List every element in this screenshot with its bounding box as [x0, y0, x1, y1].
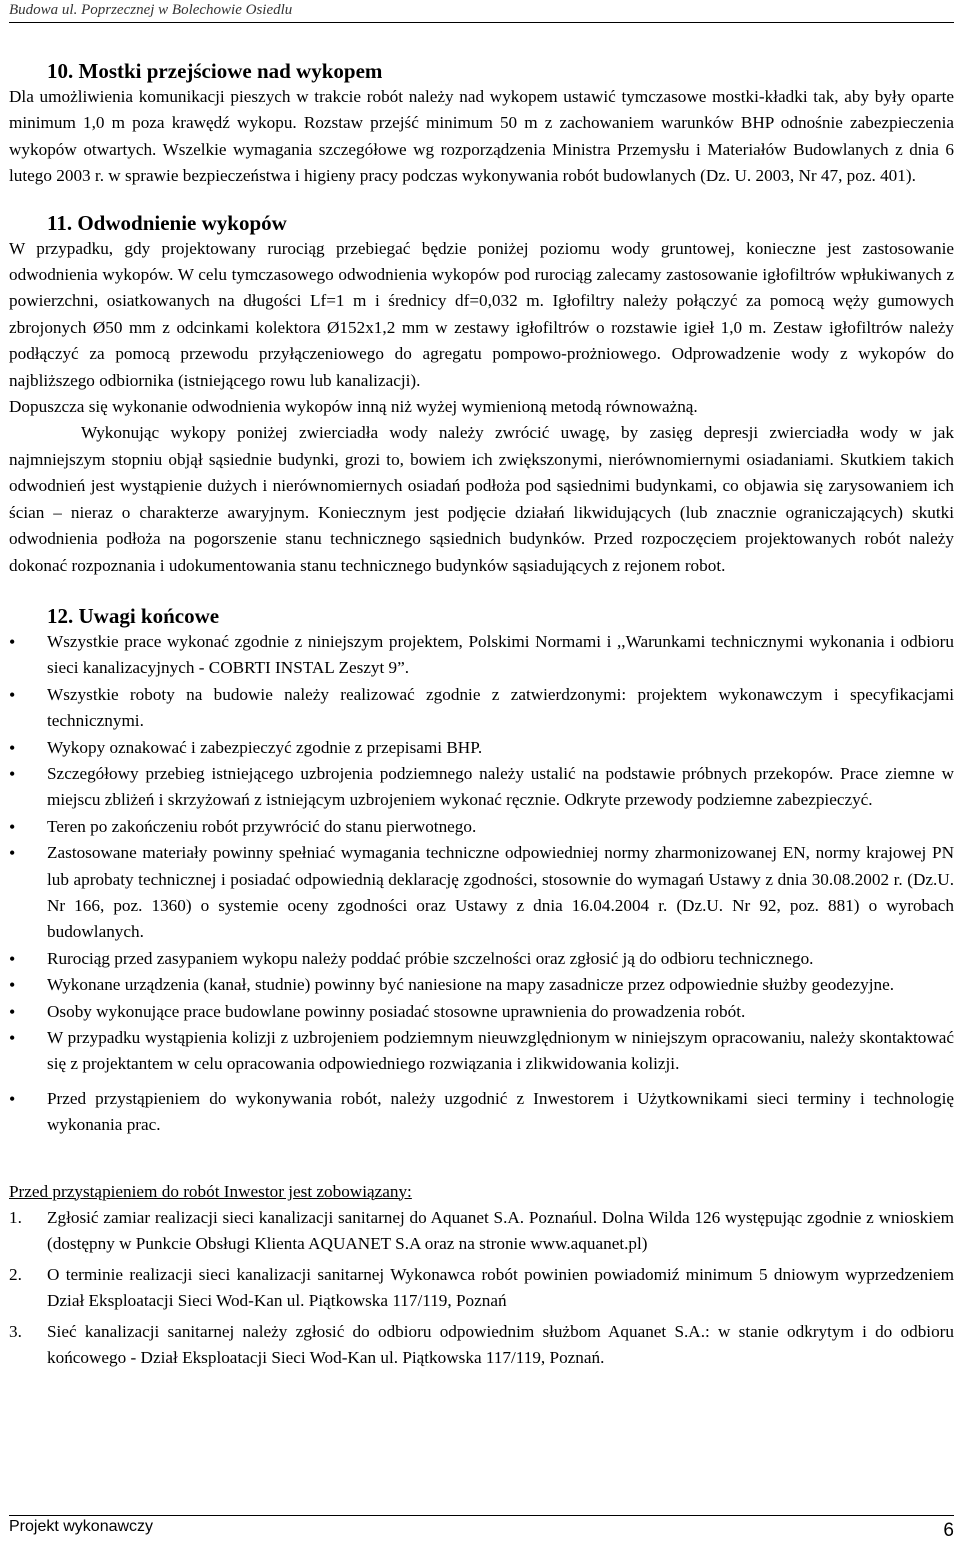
section-11-paragraph-2: Dopuszcza się wykonanie odwodnienia wykopów inną niż wyżej wymienioną metodą równoważną.	[9, 397, 698, 417]
list-item	[9, 1319, 954, 1372]
page-number: 6	[943, 1520, 954, 1541]
list-item: • Wszystkie roboty na budowie należy realizować zgodnie z zatwierdzonymi: projektem wykonawczym i specyfikacjami technicznymi.	[9, 682, 954, 735]
item-text: Sieć kanalizacji sanitarnej należy zgłosić do odbioru odpowiednim służbom Aquanet S.A.: w stanie odkrytym i do odbioru końcowego - Dział Eksploatacji Sieci Wod-Kan ul. Piątkowska 117/119, Poznań.	[47, 1321, 954, 1368]
list-item: • Wykonane urządzenia (kanał, studnie) powinny być naniesione na mapy zasadnicze przez odpowiednie służby geodezyjne.	[9, 972, 954, 998]
section-11-paragraph-1: W przypadku, gdy projektowany rurociąg przebiegać będzie poniżej poziomu wody gruntowej, konieczne jest zastosowanie odwodnienia wykopów. W celu tymczasowego odwodnienia wykopów pod rurociąg zalecamy zastosowanie igłofiltrów wpłukiwanych z powierzchni, osiatkowanych na długości Lf=1 m i średnicy df=0,032 m. Igłofiltry należy połączyć za pomocą węży gumowych zbrojonych Ø50 mm z odcinkami kolektora Ø152x1,2 mm w zestawy igłofiltrów o rozstawie igieł 1,0 m. Zestaw igłofiltrów należy podłączyć za pomocą przewodu przyłączeniowego do agregatu pompowo-prożniowego. Odprowadzenie wody z wykopów do najbliższego odbiornika (istniejącego rowu lub kanalizacji).	[9, 238, 954, 390]
list-item	[9, 1205, 954, 1258]
section-10-text: Dla umożliwienia komunikacji pieszych w trakcie robót należy nad wykopem ustawić tymczasowe mostki-kładki tak, aby były oparte minimum 1,0 m poza krawędź wykopu. Rozstaw przejść minimum 50 m z zachowaniem warunków BHP odnośnie zabezpieczenia wykopów otwartych. Wszelkie wymagania szczegółowe wg rozporządzenia Ministra Przemysłu i Materiałów Budowlanych z dnia 6 lutego 2003 r. w sprawie bezpieczeństwa i higieny pracy podczas wykonywania robót budowlanych (Dz. U. 2003, Nr 47, poz. 401).	[9, 87, 954, 186]
header-title: Budowa ul. Poprzecznej w Bolechowie Osiedlu	[9, 2, 293, 18]
list-item	[9, 1262, 954, 1315]
section-10-title: 10. Mostki przejściowe nad wykopem	[47, 59, 383, 83]
item-number: 3.	[9, 1321, 22, 1341]
list-item: • Rurociąg przed zasypaniem wykopu należy poddać próbie szczelności oraz zgłosić ją do odbioru technicznego.	[9, 946, 954, 972]
document-body	[9, 58, 954, 1375]
remarks-list	[9, 629, 954, 1139]
list-item: • Osoby wykonujące prace budowlane powinny posiadać stosowne uprawnienia do prowadzenia robót.	[9, 999, 954, 1025]
item-number: 2.	[9, 1264, 22, 1284]
list-item: • Szczegółowy przebieg istniejącego uzbrojenia podziemnego należy ustalić na podstawie próbnych przekopów. Prace ziemne w miejscu zbliżeń i skrzyżowań z istniejącym uzbrojeniem wykonać ręcznie. Odkryte przewody podziemne zabezpieczyć.	[9, 761, 954, 814]
list-item: • W przypadku wystąpienia kolizji z uzbrojeniem podziemnym nieuwzględnionym w niniejszym opracowaniu, należy skontaktować się z projektantem w celu opracowania odpowiedniego rozwiązania i zlikwidowania kolizji.	[9, 1025, 954, 1078]
list-item: • Wszystkie prace wykonać zgodnie z niniejszym projektem, Polskimi Normami i ,,Warunkami technicznymi wykonania i odbioru sieci kanalizacyjnych - COBRTI INSTAL Zeszyt 9”.	[9, 629, 954, 682]
investor-heading: Przed przystąpieniem do robót Inwestor jest zobowiązany:	[9, 1181, 412, 1201]
section-11-title: 11. Odwodnienie wykopów	[47, 210, 287, 235]
list-item: • Przed przystąpieniem do wykonywania robót, należy uzgodnić z Inwestorem i Użytkownikami sieci terminy i technologię wykonania prac.	[9, 1086, 954, 1139]
footer-label: Projekt wykonawczy	[9, 1518, 154, 1535]
investor-obligations-list	[9, 1205, 954, 1371]
item-number: 1.	[9, 1208, 22, 1228]
page-header	[9, 0, 954, 23]
list-item: • Wykopy oznakować i zabezpieczyć zgodnie z przepisami BHP.	[9, 735, 954, 761]
item-text: Zgłosić zamiar realizacji sieci kanalizacji sanitarnej do Aquanet S.A. Poznańul. Dolna Wilda 126 występując zgodnie z wnioskiem (dostępny w Punkcie Obsługi Klienta AQUANET S.A oraz na stronie www.aquanet.pl)	[47, 1208, 954, 1254]
page-footer	[9, 1515, 954, 1541]
list-item: • Teren po zakończeniu robót przywrócić do stanu pierwotnego.	[9, 814, 954, 840]
item-text: O terminie realizacji sieci kanalizacji sanitarnej Wykonawca robót powinien powiadomiź minimum 5 dniowym wyprzedzeniem Dział Eksploatacji Sieci Wod-Kan ul. Piątkowska 117/119, Poznań	[47, 1264, 954, 1311]
section-12-title: 12. Uwagi końcowe	[47, 603, 220, 628]
section-11-paragraph-3: Wykonując wykopy poniżej zwierciadła wody należy zwrócić uwagę, by zasięg depresji zwierciadła wody w jak najmniejszym stopniu objął sąsiednie budynki, grozi to, bowiem ich zwiększonymi, nierównomiernymi osiadaniami. Skutkiem takich odwodnień jest wystąpienie dużych i nierównomiernych osiadań podłoża pod sąsiednimi budynkami, co objawia się zarysowaniem ich ścian – nieraz o charakterze awaryjnym. Koniecznym jest podjęcie działań likwidujących (lub znacznie ograniczających) skutki odwodnienia podłoża na pogorszenie stanu technicznego sąsiednich budynków. Przed rozpoczęciem projektowanych robót należy dokonać rozpoznania i udokumentowania stanu technicznego budynków sąsiadujących z rejonem robot.	[9, 423, 954, 575]
list-item: • Zastosowane materiały powinny spełniać wymagania techniczne odpowiedniej normy zharmonizowanej EN, normy krajowej PN lub aprobaty technicznej i posiadać odpowiednią deklarację zgodności, stosownie do wymagań Ustawy z dnia 30.08.2002 r. (Dz.U. Nr 166, poz. 1360) o systemie oceny zgodności oraz Ustawy z dnia 16.04.2004 r. (Dz.U. Nr 92, poz. 881) o wyrobach budowlanych.	[9, 840, 954, 946]
